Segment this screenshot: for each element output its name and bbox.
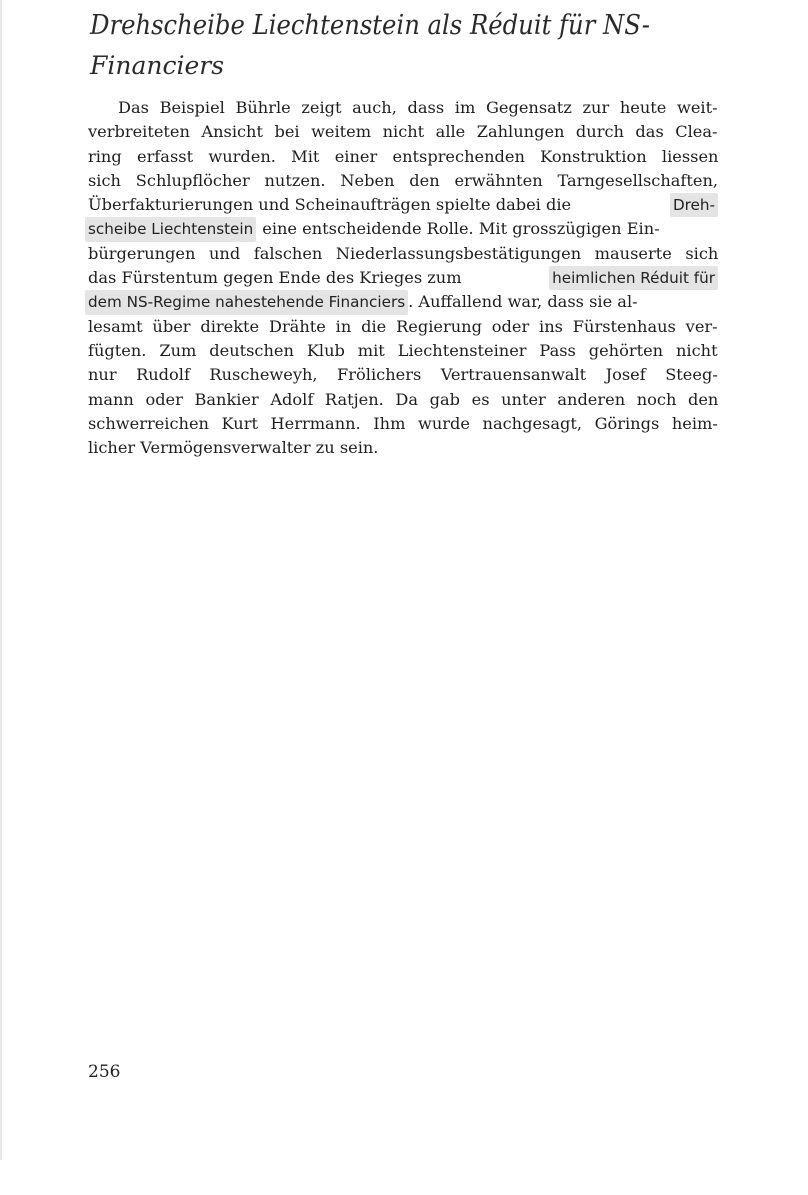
text-line bbox=[88, 145, 718, 169]
page-edge-shadow bbox=[0, 0, 2, 1160]
page-number: 256 bbox=[88, 1062, 121, 1082]
line-text: nur Rudolf Ruscheweyh, Frölichers Vertrauensanwalt Josef Steeg- bbox=[88, 365, 718, 385]
text-line bbox=[88, 412, 718, 436]
line-text: . Auffallend war, dass sie al- bbox=[408, 292, 638, 312]
line-text: Das Beispiel Bührle zeigt auch, dass im Gegensatz zur heute weit- bbox=[118, 98, 718, 117]
handwritten-line-2: Financiers bbox=[90, 51, 225, 80]
text-line bbox=[88, 436, 718, 460]
line-text: schwerreichen Kurt Herrmann. Ihm wurde nachgesagt, Görings heim- bbox=[88, 413, 718, 433]
highlighted-text: scheibe Liechtenstein bbox=[85, 217, 256, 241]
line-text: sich Schlupflöcher nutzen. Neben den erwähnten Tarngesellschaften, bbox=[88, 170, 719, 190]
text-line bbox=[88, 96, 718, 120]
line-text: ring erfasst wurden. Mit einer entsprechenden Konstruktion liessen bbox=[88, 146, 719, 166]
text-line bbox=[88, 169, 718, 193]
line-text: licher Vermögensverwalter zu sein. bbox=[88, 438, 379, 458]
text-line bbox=[88, 339, 718, 363]
text-line bbox=[88, 193, 718, 217]
handwritten-annotation-drawing bbox=[86, 2, 706, 82]
text-line bbox=[88, 315, 718, 339]
line-text: Überfakturierungen und Scheinaufträgen spielte dabei die bbox=[88, 195, 577, 215]
line-text: das Fürstentum gegen Ende des Krieges zum bbox=[88, 268, 467, 288]
line-text: fügten. Zum deutschen Klub mit Liechtensteiner Pass gehörten nicht bbox=[88, 340, 718, 360]
text-line bbox=[88, 363, 718, 387]
text-line bbox=[88, 242, 718, 266]
body-paragraph bbox=[88, 96, 718, 460]
line-text: verbreiteten Ansicht bei weitem nicht alle Zahlungen durch das Clea- bbox=[88, 122, 718, 142]
highlighted-text: dem NS-Regime nahestehende Financiers bbox=[85, 290, 408, 314]
text-line bbox=[88, 217, 718, 241]
text-line bbox=[88, 290, 718, 314]
highlighted-text: Dreh- bbox=[670, 193, 718, 217]
highlighted-text: heimlichen Réduit für bbox=[549, 266, 718, 290]
line-text: lesamt über direkte Drähte in die Regierung oder ins Fürstenhaus ver- bbox=[88, 316, 718, 336]
handwritten-annotation bbox=[86, 2, 706, 82]
line-text: bürgerungen und falschen Niederlassungsbestätigungen mauserte sich bbox=[88, 243, 719, 263]
text-line bbox=[88, 388, 718, 412]
text-line bbox=[88, 266, 718, 290]
handwritten-line-1: Drehscheibe Liechtenstein als Réduit für NS- bbox=[89, 10, 651, 41]
line-text: mann oder Bankier Adolf Ratjen. Da gab es unter anderen noch den bbox=[88, 389, 719, 409]
text-line bbox=[88, 120, 718, 144]
line-text: eine entscheidende Rolle. Mit grosszügigen Ein- bbox=[262, 219, 660, 239]
